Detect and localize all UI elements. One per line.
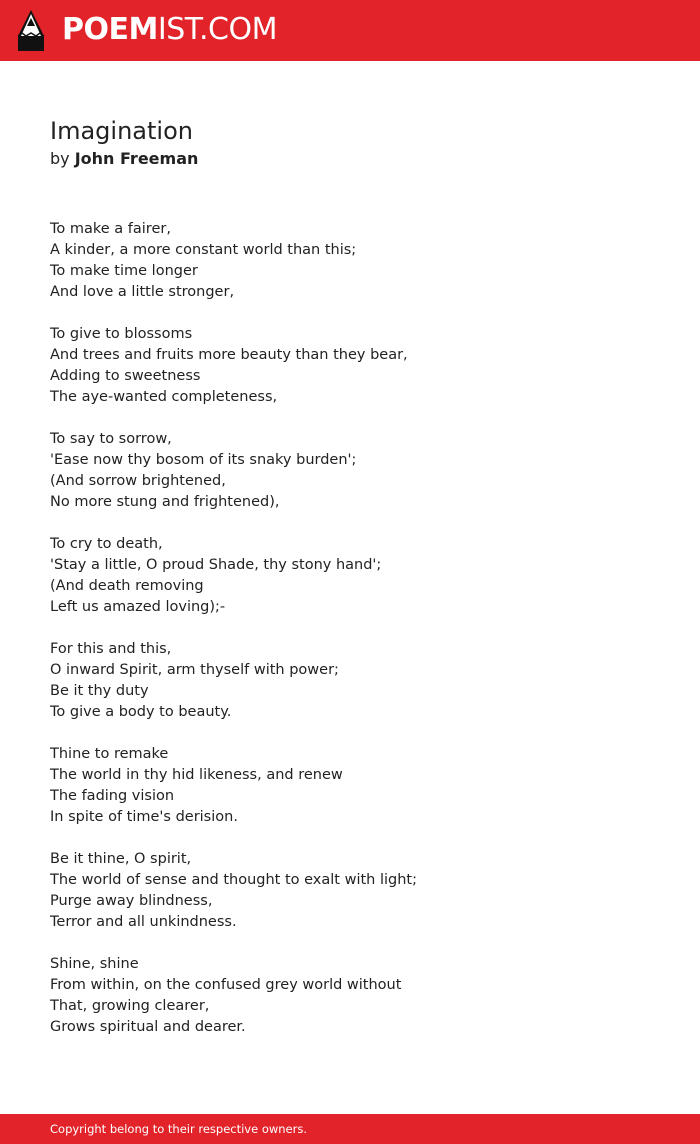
poem-line: For this and this,	[50, 641, 172, 657]
stanza	[50, 849, 650, 933]
poem-line: 'Ease now thy bosom of its snaky burden';	[50, 452, 357, 468]
poem-line: The world in thy hid likeness, and renew	[50, 767, 343, 783]
pencil-logo-icon[interactable]	[17, 9, 45, 52]
stanza	[50, 324, 650, 408]
logo-text-bold: POEM	[62, 12, 158, 47]
poem-line: (And sorrow brightened,	[50, 473, 226, 489]
poem-title: Imagination	[50, 117, 193, 145]
poem-line: A kinder, a more constant world than this;	[50, 242, 357, 258]
site-logo[interactable]	[62, 12, 277, 48]
poem-line: Terror and all unkindness.	[50, 914, 237, 930]
poem-line: The aye-wanted completeness,	[50, 389, 278, 405]
poem-line: To give a body to beauty.	[50, 704, 232, 720]
poem-line: No more stung and frightened),	[50, 494, 280, 510]
poem-line: The fading vision	[50, 788, 175, 804]
poem-line: Thine to remake	[50, 746, 169, 762]
poem-line: That, growing clearer,	[50, 998, 210, 1014]
poem-line: To give to blossoms	[50, 326, 193, 342]
poem-line: Be it thy duty	[50, 683, 149, 699]
poem-line: To make time longer	[50, 263, 198, 279]
poem-line: (And death removing	[50, 578, 204, 594]
copyright-notice: Copyright belong to their respective owners.	[50, 1122, 308, 1136]
poem-line: Shine, shine	[50, 956, 139, 972]
stanza	[50, 639, 650, 723]
poem-line: Left us amazed loving);-	[50, 599, 226, 615]
poem-line: To say to sorrow,	[50, 431, 172, 447]
poem-line: 'Stay a little, O proud Shade, thy stony hand';	[50, 557, 382, 573]
poem-line: Be it thine, O spirit,	[50, 851, 192, 867]
site-footer	[0, 1114, 700, 1144]
poem-line: To make a fairer,	[50, 221, 171, 237]
poem-line: In spite of time's derision.	[50, 809, 238, 825]
author-name: John Freeman	[74, 149, 199, 168]
poem-line: And love a little stronger,	[50, 284, 235, 300]
poem-line: From within, on the confused grey world without	[50, 977, 402, 993]
poem-line: Grows spiritual and dearer.	[50, 1019, 246, 1035]
poem-line: To cry to death,	[50, 536, 163, 552]
byline	[50, 148, 198, 170]
poem-line: Adding to sweetness	[50, 368, 201, 384]
poem-body	[50, 219, 650, 1059]
logo-text-light: IST.COM	[157, 12, 277, 47]
stanza	[50, 954, 650, 1038]
stanza	[50, 534, 650, 618]
stanza	[50, 219, 650, 303]
poem-line: The world of sense and thought to exalt with light;	[50, 872, 417, 888]
stanza	[50, 744, 650, 828]
site-header	[0, 0, 700, 61]
stanza	[50, 429, 650, 513]
poem-line: O inward Spirit, arm thyself with power;	[50, 662, 339, 678]
poem-line: And trees and fruits more beauty than they bear,	[50, 347, 408, 363]
poem-line: Purge away blindness,	[50, 893, 213, 909]
by-label: by	[50, 149, 70, 168]
